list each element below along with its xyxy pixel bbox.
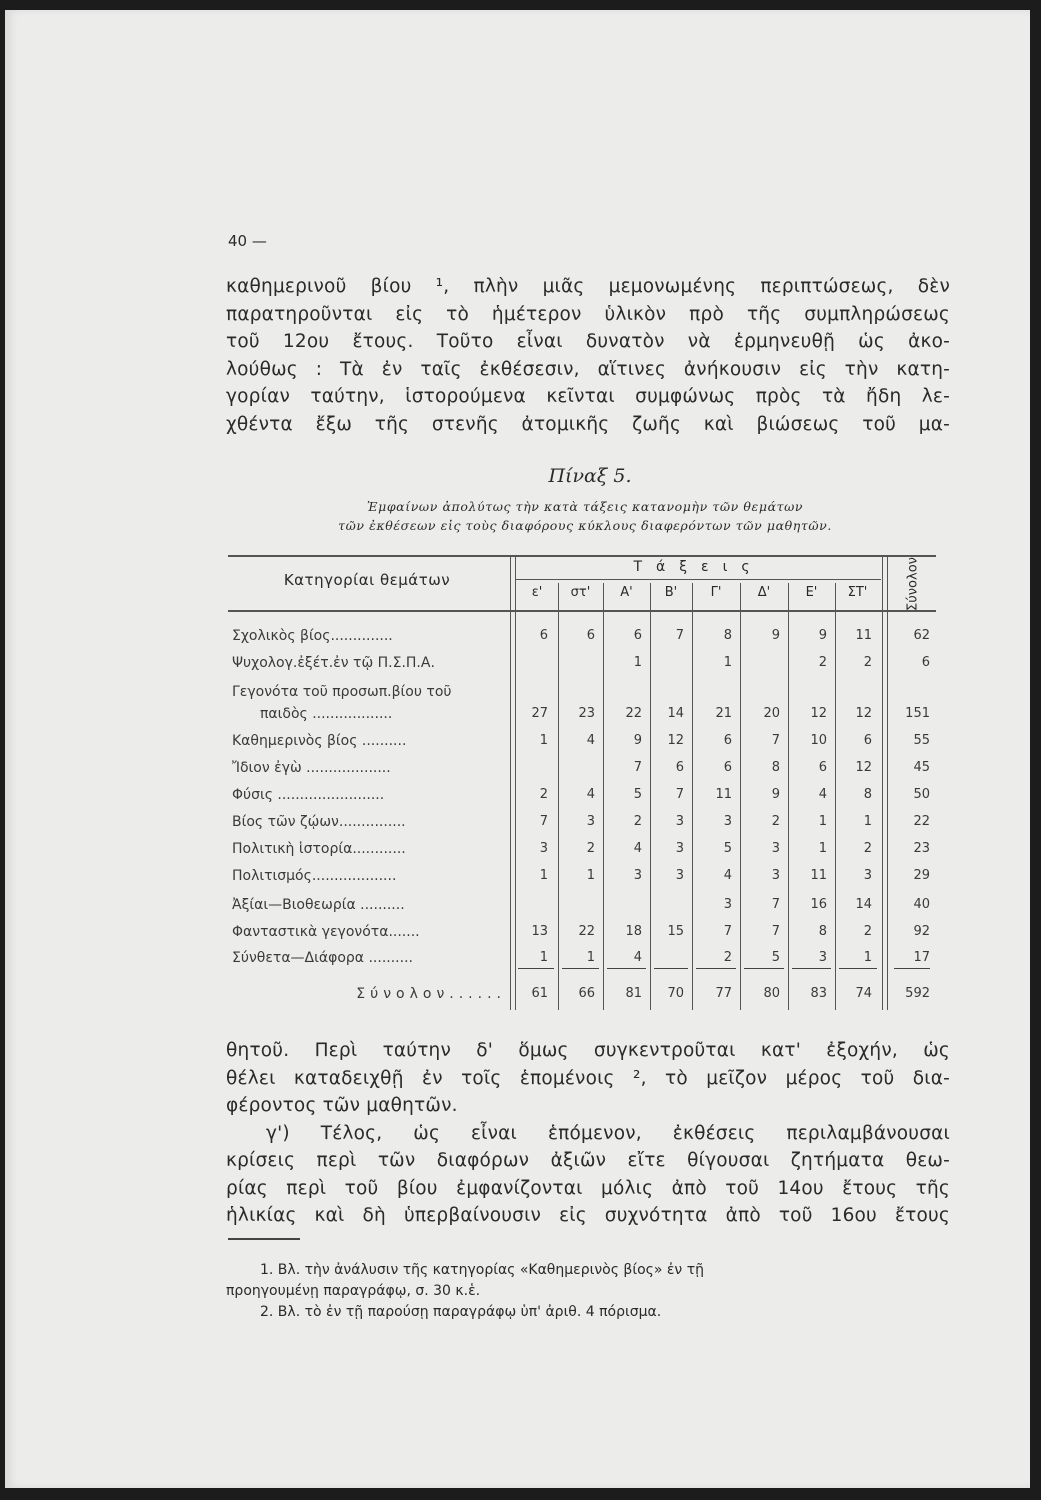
cell: 3 xyxy=(723,897,732,912)
cell: 15 xyxy=(667,924,684,939)
cell: 9 xyxy=(818,628,827,643)
cell: 1 xyxy=(863,814,872,829)
cell: 70 xyxy=(667,986,684,1001)
sum-rule xyxy=(894,968,930,969)
cell: 77 xyxy=(715,986,732,1001)
table-rule-header xyxy=(228,610,936,612)
paragraph-top xyxy=(226,273,950,438)
cell: 4 xyxy=(723,868,732,883)
cell: 3 xyxy=(771,868,780,883)
cell: 6 xyxy=(723,760,732,775)
cell: 2 xyxy=(863,841,872,856)
cell: 23 xyxy=(578,706,595,721)
cell: 2 xyxy=(586,841,595,856)
cell: 11 xyxy=(855,628,872,643)
cell: 2 xyxy=(771,814,780,829)
cell: 6 xyxy=(723,733,732,748)
cell: 27 xyxy=(531,706,548,721)
cell: 20 xyxy=(763,706,780,721)
header-total: Σύνολον xyxy=(905,557,921,611)
column-header: Δ' xyxy=(757,585,771,600)
column-header: στ' xyxy=(570,585,591,600)
cell: 2 xyxy=(539,787,548,802)
row-label: Καθημερινὸς βίος .......... xyxy=(232,733,407,749)
cell: 5 xyxy=(633,787,642,802)
row-label: Φανταστικὰ γεγονότα....... xyxy=(232,924,420,940)
cell: 7 xyxy=(675,787,684,802)
cell: 81 xyxy=(625,986,642,1001)
table-row xyxy=(228,814,936,838)
row-label: Σύνολον...... xyxy=(356,986,506,1002)
row-total: 17 xyxy=(913,950,930,965)
row-total: 55 xyxy=(913,733,930,748)
cell: 1 xyxy=(586,868,595,883)
cell: 61 xyxy=(531,986,548,1001)
row-label: Γεγονότα τοῦ προσωπ.βίου τοῦ xyxy=(232,684,452,700)
table-total-row xyxy=(228,986,936,1010)
table-row xyxy=(228,760,936,784)
cell: 80 xyxy=(763,986,780,1001)
cell: 7 xyxy=(771,924,780,939)
cell: 3 xyxy=(771,841,780,856)
row-total: 151 xyxy=(905,706,930,721)
row-total: 23 xyxy=(913,841,930,856)
cell: 1 xyxy=(723,655,732,670)
cell: 9 xyxy=(771,787,780,802)
text-line: φέροντος τῶν μαθητῶν. xyxy=(226,1095,458,1116)
text-line: θητοῦ. Περὶ ταύτην δ' ὅμως συγκεντροῦται κατ' ἐξοχήν, ὡς xyxy=(226,1040,950,1061)
table-row xyxy=(228,706,936,730)
cell: 5 xyxy=(771,950,780,965)
cell: 22 xyxy=(625,706,642,721)
cell: 5 xyxy=(723,841,732,856)
cell: 14 xyxy=(855,897,872,912)
cell: 21 xyxy=(715,706,732,721)
cell: 12 xyxy=(667,733,684,748)
sum-rule xyxy=(518,968,554,969)
table-row xyxy=(228,924,936,948)
cell: 7 xyxy=(771,733,780,748)
row-label: Ψυχολογ.ἐξέτ.ἐν τῷ Π.Σ.Π.Α. xyxy=(232,655,435,671)
caption-line: τῶν ἐκθέσεων εἰς τοὺς διαφόρους κύκλους διαφερόντων τῶν μαθητῶν. xyxy=(338,518,832,533)
footnote: 2. Βλ. τὸ ἐν τῇ παρούσῃ παραγράφῳ ὑπ' ἀριθ. 4 πόρισμα. xyxy=(260,1304,662,1320)
cell: 6 xyxy=(586,628,595,643)
row-label: Ἴδιον ἐγὼ ................... xyxy=(232,760,391,776)
cell: 8 xyxy=(818,924,827,939)
header-classes-rule xyxy=(516,579,881,580)
text-line: λούθως : Τὰ ἐν ταῖς ἐκθέσεσιν, αἵτινες ἀνήκουσιν εἰς τὴν κατη- xyxy=(226,358,950,380)
table-row xyxy=(228,655,936,679)
cell: 9 xyxy=(633,733,642,748)
row-total: 40 xyxy=(913,897,930,912)
text-line: γορίαν ταύτην, ἱστορούμενα κεῖνται συμφώνως πρὸς τὰ ἤδη λε- xyxy=(226,386,950,407)
text-line: γ') Τέλος, ὡς εἶναι ἑπόμενον, ἐκθέσεις περιλαμβάνουσαι xyxy=(266,1122,950,1144)
cell: 13 xyxy=(531,924,548,939)
row-label: παιδὸς .................. xyxy=(260,706,393,722)
cell: 1 xyxy=(539,950,548,965)
sum-rule xyxy=(744,968,784,969)
text-line: κρίσεις περὶ τῶν διαφόρων ἀξιῶν εἴτε θίγουσαι ζητήματα θεω- xyxy=(226,1150,950,1171)
column-header: Γ' xyxy=(710,585,722,600)
cell: 7 xyxy=(539,814,548,829)
cell: 10 xyxy=(810,733,827,748)
column-header: ΣΤ' xyxy=(847,585,868,600)
cell: 12 xyxy=(855,760,872,775)
row-total: 29 xyxy=(913,868,930,883)
cell: 8 xyxy=(723,628,732,643)
table-rule-top xyxy=(228,555,936,557)
cell: 4 xyxy=(633,950,642,965)
page-number: 40 — xyxy=(228,232,267,250)
cell: 2 xyxy=(723,950,732,965)
table-row xyxy=(228,628,936,652)
footnote: 1. Βλ. τὴν ἀνάλυσιν τῆς κατηγορίας «Καθημερινὸς βίος» ἐν τῇ xyxy=(260,1262,705,1278)
cell: 66 xyxy=(578,986,595,1001)
table-row xyxy=(228,950,936,974)
cell: 11 xyxy=(715,787,732,802)
table-row xyxy=(228,733,936,757)
column-header: Β' xyxy=(664,585,678,600)
cell: 4 xyxy=(586,787,595,802)
cell: 6 xyxy=(818,760,827,775)
cell: 6 xyxy=(863,733,872,748)
cell: 4 xyxy=(818,787,827,802)
cell: 7 xyxy=(675,628,684,643)
cell: 3 xyxy=(723,814,732,829)
row-total: 6 xyxy=(921,655,930,670)
table-row xyxy=(228,841,936,865)
cell: 2 xyxy=(863,924,872,939)
text-line: ἡλικίας καὶ δὴ ὑπερβαίνουσιν εἰς συχνότητα ἀπὸ τοῦ 16ου ἔτους xyxy=(226,1205,950,1226)
table-row xyxy=(228,787,936,811)
cell: 18 xyxy=(625,924,642,939)
text-line: παρατηροῦνται εἰς τὸ ἡμέτερον ὑλικὸν πρὸ τῆς συμπληρώσεως xyxy=(226,303,950,325)
table-row xyxy=(228,868,936,892)
cell: 74 xyxy=(855,986,872,1001)
cell: 6 xyxy=(675,760,684,775)
row-label: Ἀξίαι—Βιοθεωρία .......... xyxy=(232,897,405,913)
cell: 4 xyxy=(633,841,642,856)
cell: 6 xyxy=(633,628,642,643)
cell: 4 xyxy=(586,733,595,748)
header-category: Κατηγορίαι θεμάτων xyxy=(283,571,451,589)
cell: 3 xyxy=(633,868,642,883)
text-line: καθημερινοῦ βίου ¹, πλὴν μιᾶς μεμονωμένης περιπτώσεως, δὲν xyxy=(226,276,950,297)
row-label: Πολιτισμός................... xyxy=(232,868,397,884)
row-label: Σύνθετα—Διάφορα .......... xyxy=(232,950,413,966)
cell: 6 xyxy=(539,628,548,643)
column-header: Α' xyxy=(620,585,633,600)
footnotes xyxy=(226,1260,926,1323)
row-label: Φύσις ........................ xyxy=(232,787,385,803)
caption-line: Ἐμφαίνων ἀπολύτως τὴν κατὰ τάξεις κατανομὴν τῶν θεμάτων xyxy=(366,499,804,514)
sum-rule xyxy=(792,968,831,969)
cell: 1 xyxy=(539,868,548,883)
text-line: θέλει καταδειχθῇ ἐν τοῖς ἑπομένοις ², τὸ μεῖζον μέρος τοῦ δια- xyxy=(226,1067,950,1089)
table-caption xyxy=(240,497,930,535)
cell: 11 xyxy=(810,868,827,883)
cell: 2 xyxy=(633,814,642,829)
column-header: ε' xyxy=(531,585,543,600)
sum-rule xyxy=(562,968,599,969)
table-title: Πίναξ 5. xyxy=(548,465,632,487)
cell: 8 xyxy=(771,760,780,775)
cell: 14 xyxy=(667,706,684,721)
cell: 16 xyxy=(810,897,827,912)
cell: 3 xyxy=(675,814,684,829)
row-label: Βίος τῶν ζῴων............... xyxy=(232,814,406,830)
cell: 1 xyxy=(586,950,595,965)
footnote: προηγουμένῃ παραγράφῳ, σ. 30 κ.ἑ. xyxy=(226,1283,481,1299)
sum-rule xyxy=(654,968,688,969)
table-row-label-continued xyxy=(228,684,936,704)
cell: 83 xyxy=(810,986,827,1001)
cell: 8 xyxy=(863,787,872,802)
row-total: 92 xyxy=(913,924,930,939)
cell: 7 xyxy=(771,897,780,912)
cell: 12 xyxy=(855,706,872,721)
sum-rule xyxy=(696,968,736,969)
paragraph-bottom xyxy=(226,1037,950,1230)
text-line: ρίας περὶ τοῦ βίου ἐμφανίζονται μόλις ἀπὸ τοῦ 14ου ἔτους τῆς xyxy=(226,1177,950,1199)
cell: 2 xyxy=(818,655,827,670)
cell: 3 xyxy=(863,868,872,883)
row-total: 62 xyxy=(913,628,930,643)
row-total: 45 xyxy=(913,760,930,775)
cell: 1 xyxy=(863,950,872,965)
cell: 12 xyxy=(810,706,827,721)
cell: 3 xyxy=(675,868,684,883)
cell: 1 xyxy=(818,814,827,829)
table-row xyxy=(228,897,936,921)
cell: 22 xyxy=(578,924,595,939)
sum-rule xyxy=(607,968,646,969)
cell: 9 xyxy=(771,628,780,643)
cell: 7 xyxy=(723,924,732,939)
column-header: Ε' xyxy=(805,585,818,600)
text-line: τοῦ 12ου ἔτους. Τοῦτο εἶναι δυνατὸν νὰ ἑρμηνευθῇ ὡς ἀκο- xyxy=(226,331,950,352)
row-label: Πολιτικὴ ἱστορία............ xyxy=(232,841,406,857)
header-classes: Τάξεις xyxy=(633,559,764,575)
cell: 1 xyxy=(633,655,642,670)
text-line: χθέντα ἔξω τῆς στενῆς ἀτομικῆς ζωῆς καὶ βιώσεως τοῦ μα- xyxy=(226,413,950,435)
cell: 2 xyxy=(863,655,872,670)
cell: 3 xyxy=(675,841,684,856)
cell: 1 xyxy=(539,733,548,748)
cell: 7 xyxy=(633,760,642,775)
cell: 3 xyxy=(818,950,827,965)
row-total: 22 xyxy=(913,814,930,829)
cell: 3 xyxy=(586,814,595,829)
row-label: Σχολικὸς βίος.............. xyxy=(232,628,393,644)
footnote-rule xyxy=(228,1238,300,1240)
row-total: 50 xyxy=(913,787,930,802)
sum-rule xyxy=(839,968,877,969)
grand-total: 592 xyxy=(905,986,930,1001)
cell: 3 xyxy=(539,841,548,856)
cell: 1 xyxy=(818,841,827,856)
